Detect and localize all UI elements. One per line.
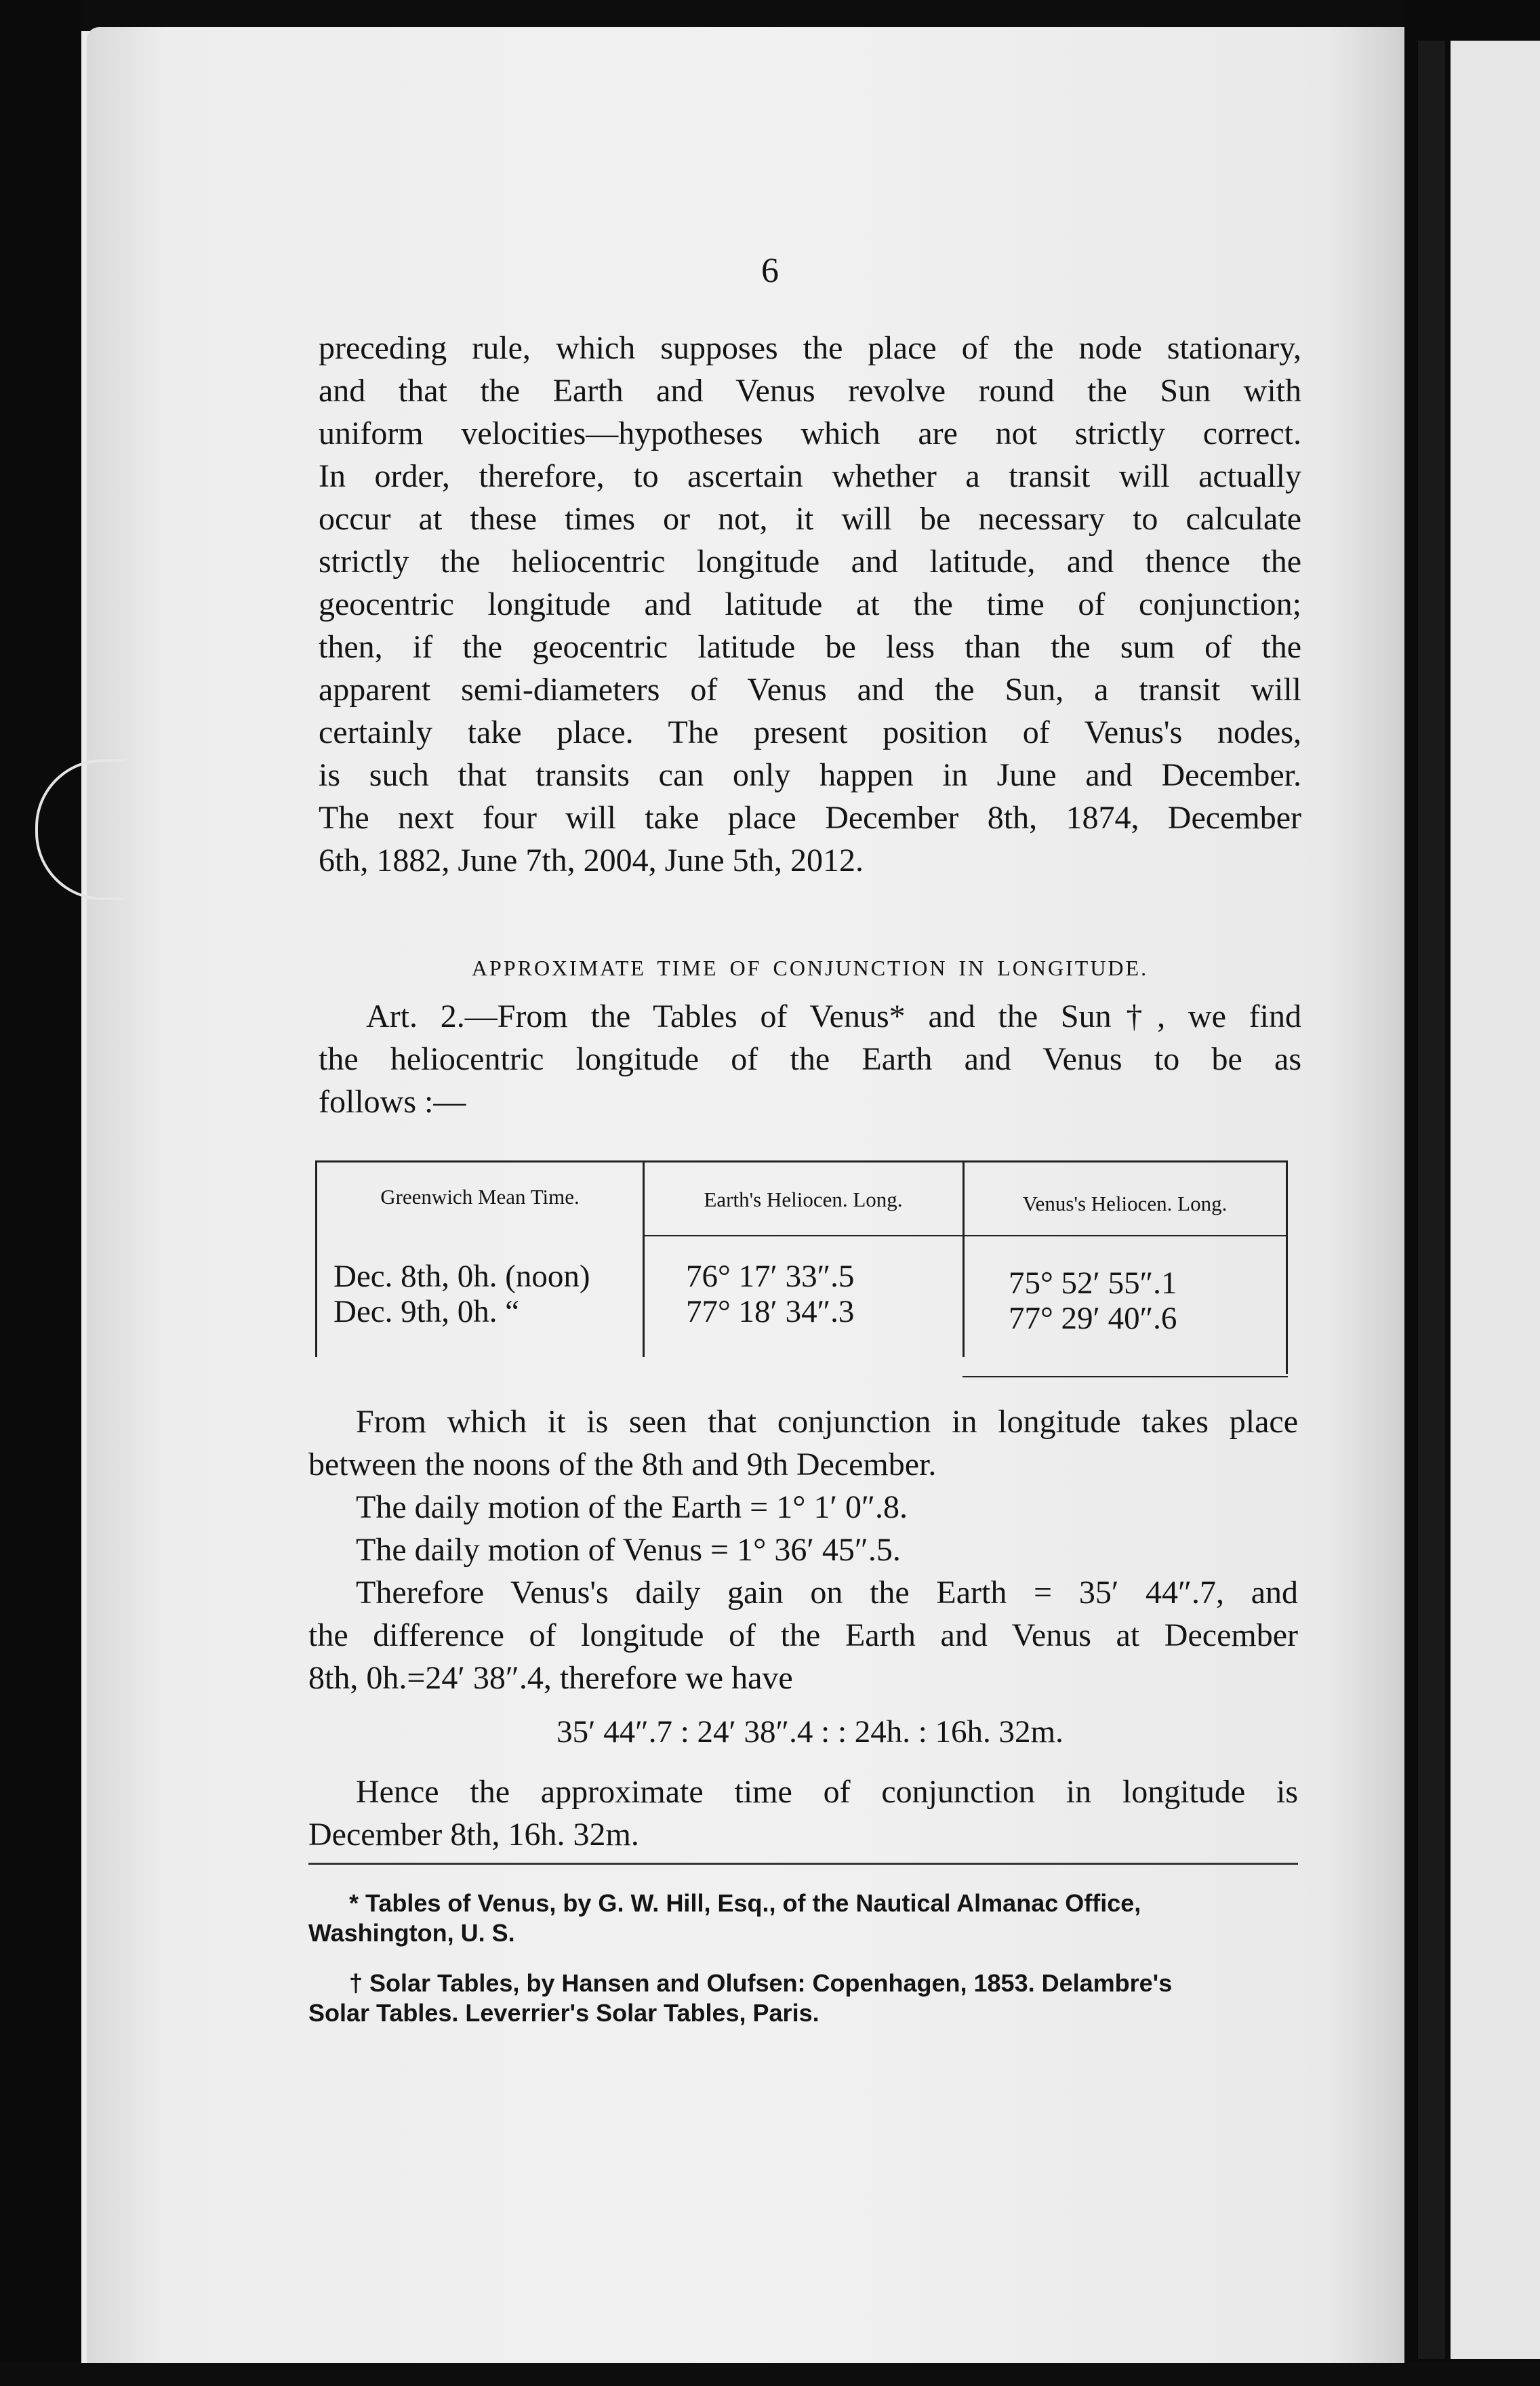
table-cell: Dec. 8th, 0h. (noon) (333, 1259, 590, 1294)
paragraph-transit-conditions (319, 327, 1301, 882)
paragraph-daily-motion (308, 1400, 1298, 1699)
text-line: then, if the geocentric latitude be less than the sum of the (319, 629, 1301, 665)
text-line: is such that transits can only happen in June and December. (319, 757, 1301, 793)
text-line: the difference of longitude of the Earth and Venus at December (308, 1617, 1298, 1653)
text-line: The daily motion of the Earth = 1° 1′ 0″.8. (356, 1489, 908, 1525)
text-line: certainly take place. The present position of Venus's nodes, (319, 714, 1301, 750)
footnote-line: Washington, U. S. (308, 1919, 515, 1947)
text-line: strictly the heliocentric longitude and latitude, and thence the (319, 544, 1301, 580)
scan-border-left (0, 0, 81, 2386)
text-line: and that the Earth and Venus revolve round the Sun with (319, 373, 1301, 409)
footnote-line: Solar Tables. Leverrier's Solar Tables, Paris. (308, 1999, 819, 2027)
footnote-solar-tables (308, 1968, 1298, 2028)
text-line: Therefore Venus's daily gain on the Earth = 35′ 44″.7, and (356, 1575, 1298, 1611)
text-line: From which it is seen that conjunction in longitude takes place (356, 1404, 1298, 1440)
table-cell: Dec. 9th, 0h. “ (333, 1294, 520, 1329)
table-cell: 77° 29′ 40″.6 (1009, 1301, 1177, 1336)
table-right-rule (1286, 1160, 1288, 1374)
footnote-venus-tables (308, 1888, 1298, 1948)
book-spine (1418, 41, 1445, 2359)
table-header-rule (643, 1235, 1286, 1236)
table-cell: 76° 17′ 33″.5 (686, 1259, 855, 1294)
section-heading: APPROXIMATE TIME OF CONJUNCTION IN LONGITUDE. (471, 956, 1149, 980)
table-column-rule (963, 1160, 965, 1357)
table-bottom-rule (963, 1376, 1288, 1377)
text-line: apparent semi-diameters of Venus and the Sun, a transit will (319, 672, 1301, 708)
column-header: Earth's Heliocen. Long. (704, 1188, 903, 1211)
text-line: occur at these times or not, it will be necessary to calculate (319, 501, 1301, 537)
column-header: Greenwich Mean Time. (380, 1185, 580, 1209)
text-line: the heliocentric longitude of the Earth and Venus to be as (319, 1041, 1301, 1077)
table-cell: 77° 18′ 34″.3 (686, 1294, 855, 1329)
footnote-line: † Solar Tables, by Hansen and Olufsen: Copenhagen, 1853. Delambre's (349, 1969, 1173, 1997)
text-line: The next four will take place December 8th, 1874, December (319, 800, 1301, 836)
footnote-rule (308, 1863, 1298, 1865)
proportion-equation: 35′ 44″.7 : 24′ 38″.4 : : 24h. : 16h. 32m. (556, 1714, 1063, 1750)
column-header: Venus's Heliocen. Long. (1022, 1192, 1228, 1215)
text-line: 8th, 0h.=24′ 38″.4, therefore we have (308, 1660, 793, 1696)
page-number: 6 (761, 251, 779, 290)
table-cell: 75° 52′ 55″.1 (1009, 1266, 1177, 1301)
table-top-rule (315, 1160, 1288, 1162)
adjacent-page-edge (1451, 41, 1540, 2359)
text-line: preceding rule, which supposes the place of the node stationary, (319, 330, 1301, 366)
paragraph-conclusion (308, 1771, 1298, 1856)
text-line: follows :— (319, 1084, 466, 1120)
text-line: In order, therefore, to ascertain whether a transit will actually (319, 458, 1301, 494)
text-line: between the noons of the 8th and 9th December. (308, 1447, 937, 1482)
text-line: Art. 2.—From the Tables of Venus* and the Sun†, we find (366, 998, 1301, 1034)
text-line: December 8th, 16h. 32m. (308, 1817, 639, 1853)
scan-border-bottom (0, 2363, 1540, 2386)
footnote-line: * Tables of Venus, by G. W. Hill, Esq., of the Nautical Almanac Office, (349, 1889, 1141, 1917)
text-line: uniform velocities—hypotheses which are not strictly correct. (319, 416, 1301, 451)
text-line: 6th, 1882, June 7th, 2004, June 5th, 2012. (319, 843, 864, 878)
text-line: The daily motion of Venus = 1° 36′ 45″.5. (356, 1532, 901, 1568)
text-line: Hence the approximate time of conjunction in longitude is (356, 1774, 1298, 1810)
paragraph-art-2 (319, 995, 1301, 1123)
text-line: geocentric longitude and latitude at the time of conjunction; (319, 586, 1301, 622)
